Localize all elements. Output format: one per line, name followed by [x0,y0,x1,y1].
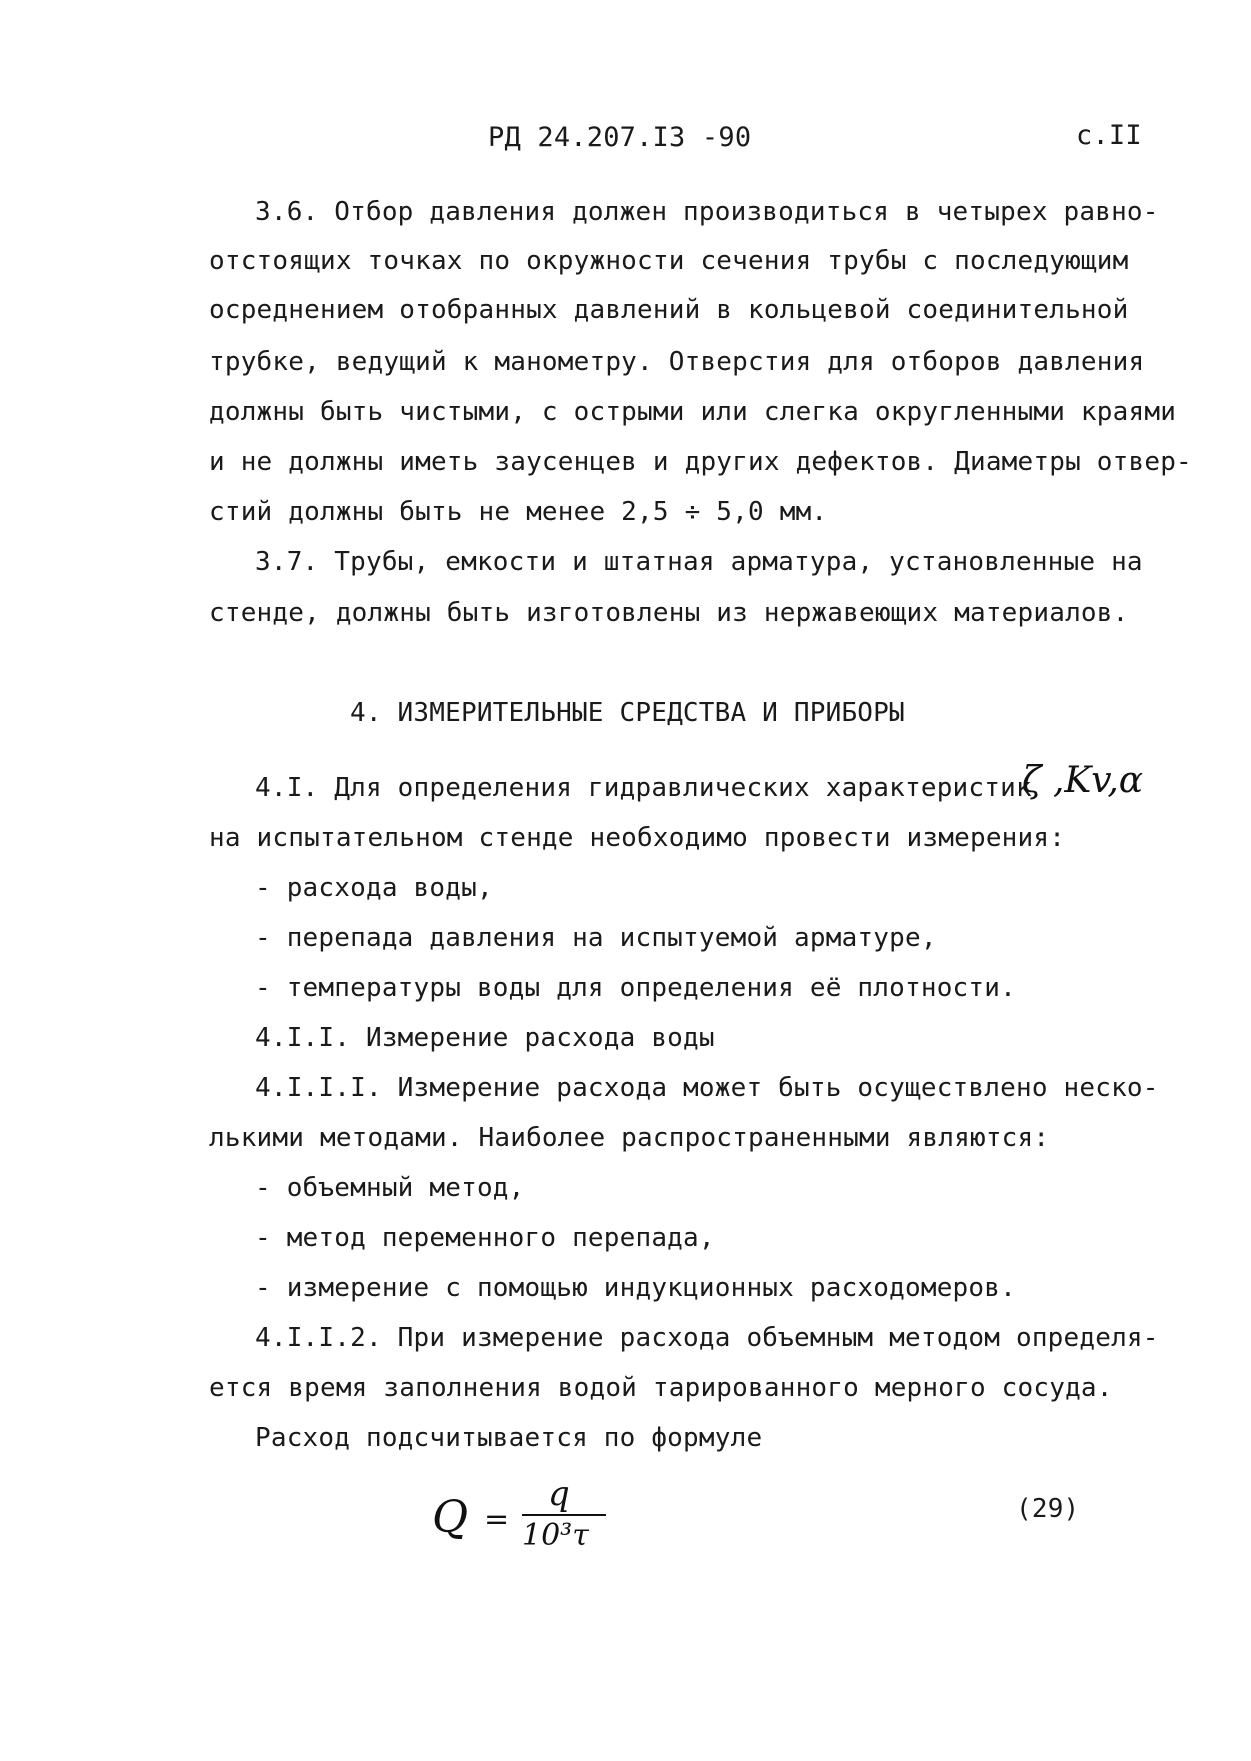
paragraph-3-6-line: 3.6. Отбор давления должен производиться в четырех равно- [255,197,1159,227]
section-title: 4. ИЗМЕРИТЕЛЬНЫЕ СРЕДСТВА И ПРИБОРЫ [350,698,905,728]
formula-number: (29) [1016,1494,1080,1524]
fraction-bar [522,1514,606,1516]
document-code: РД 24.207.I3 -90 [488,122,752,153]
formula-intro: Расход подсчитывается по формуле [255,1423,763,1453]
paragraph-3-6-line: и не должны иметь заусенцев и других дефектов. Диаметры отвер- [209,447,1192,477]
page-number: с.II [1076,120,1142,151]
formula-denominator: 10³τ [522,1518,589,1553]
paragraph-4-1-1-2-line: ется время заполнения водой тарированного мерного сосуда. [209,1373,1113,1403]
list-item: - метод переменного перепада, [255,1223,715,1253]
paragraph-4-1-1-1-line: лькими методами. Наиболее распространенными являются: [209,1123,1050,1153]
list-item: - измерение с помощью индукционных расходомеров. [255,1273,1016,1303]
list-item: - расхода воды, [255,873,493,903]
paragraph-4-1-line: на испытательном стенде необходимо провести измерения: [209,823,1066,853]
paragraph-3-6-line: трубке, ведущий к манометру. Отверстия для отборов давления [209,347,1145,377]
paragraph-4-1-line: 4.I. Для определения гидравлических характеристик [255,773,1032,803]
handwritten-symbols: ζ ,Kv,α [1022,760,1144,801]
paragraph-3-6-line: стий должны быть не менее 2,5 ÷ 5,0 мм. [209,497,828,527]
formula-equals: = [484,1502,510,1537]
paragraph-4-1-1-1-line: 4.I.I.I. Измерение расхода может быть осуществлено неско- [255,1073,1159,1103]
list-item: - перепада давления на испытуемой арматуре, [255,923,937,953]
formula-lhs: Q [432,1492,469,1543]
paragraph-4-1-1-2-line: 4.I.I.2. При измерение расхода объемным методом определя- [255,1323,1159,1353]
formula-numerator: q [548,1474,570,1514]
paragraph-3-6-line: осреднением отобранных давлений в кольцевой соединительной [209,295,1129,325]
list-item: - температуры воды для определения её плотности. [255,973,1016,1003]
paragraph-3-7-line: 3.7. Трубы, емкости и штатная арматура, установленные на [255,547,1143,577]
subsection-title: 4.I.I. Измерение расхода воды [255,1023,715,1053]
formula-29 [430,1474,650,1590]
list-item: - объемный метод, [255,1173,525,1203]
paragraph-3-7-line: стенде, должны быть изготовлены из нержавеющих материалов. [209,598,1129,628]
paragraph-3-6-line: должны быть чистыми, с острыми или слегка округленными краями [209,397,1177,427]
paragraph-3-6-line: отстоящих точках по окружности сечения трубы с последующим [209,246,1129,276]
